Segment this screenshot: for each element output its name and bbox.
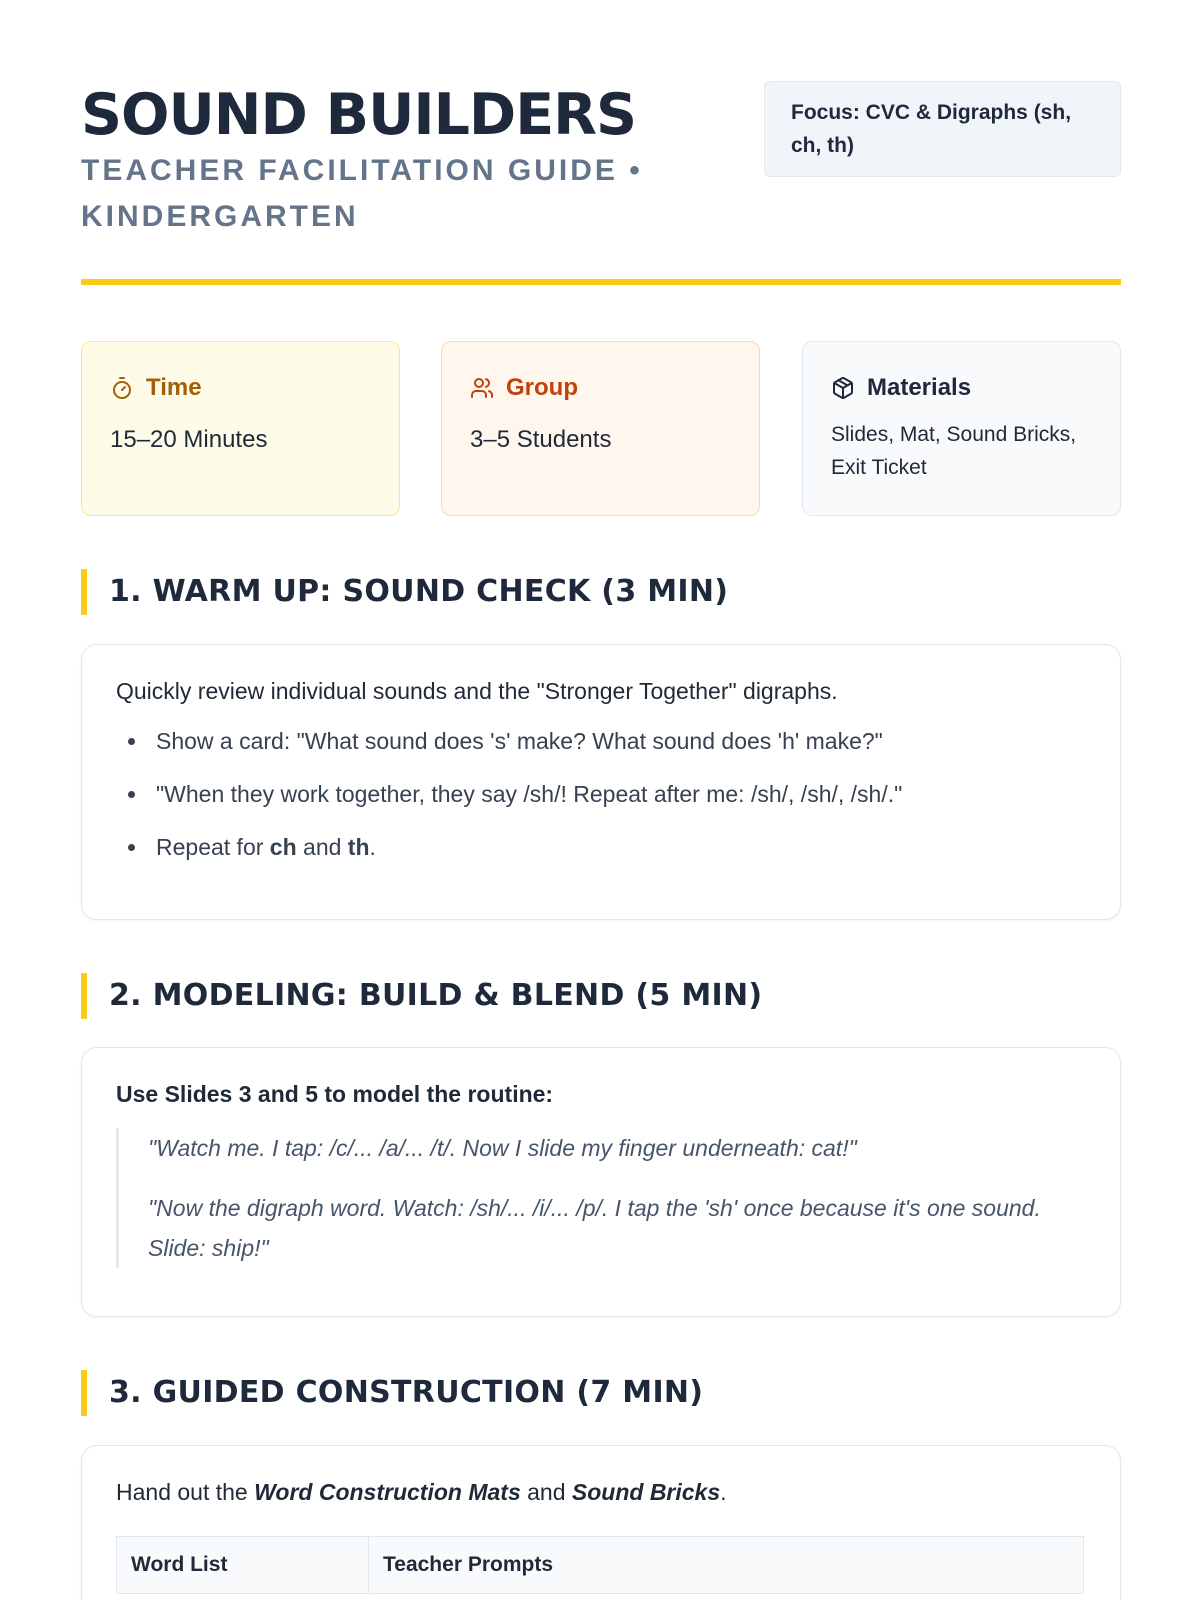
list-item: "When they work together, they say /sh/! Repeat after me: /sh/, /sh/, /sh/." bbox=[116, 778, 1086, 810]
materials-card bbox=[802, 341, 1121, 516]
page-header bbox=[81, 84, 1121, 254]
info-cards bbox=[81, 341, 1121, 516]
page-subtitle: TEACHER FACILITATION GUIDE • KINDERGARTEN bbox=[81, 154, 643, 233]
section-box-guided bbox=[81, 1445, 1121, 1600]
warmup-intro: Quickly review individual sounds and the "Stronger Together" digraphs. bbox=[116, 678, 838, 704]
digraph-ch: ch bbox=[269, 834, 297, 860]
time-card-value: 15–20 Minutes bbox=[110, 426, 268, 453]
materials-card-value: Slides, Mat, Sound Bricks, Exit Ticket bbox=[831, 423, 1077, 479]
time-card-label: Time bbox=[146, 374, 202, 401]
modeling-quote bbox=[116, 1128, 1086, 1268]
bullet-text: Repeat for bbox=[156, 834, 270, 860]
bullet-text: . bbox=[369, 834, 376, 860]
section-title-warmup: 1. WARM UP: SOUND CHECK (3 MIN) bbox=[81, 569, 728, 615]
word-construction-mats: Word Construction Mats bbox=[254, 1479, 521, 1505]
list-item: Show a card: "What sound does 's' make? What sound does 'h' make?" bbox=[116, 725, 1086, 757]
focus-badge: Focus: CVC & Digraphs (sh, ch, th) bbox=[764, 81, 1121, 177]
materials-card-header bbox=[831, 372, 1092, 404]
quote-line: "Watch me. I tap: /c/... /a/... /t/. Now I slide my finger underneath: cat!" bbox=[148, 1135, 857, 1161]
group-card-label: Group bbox=[506, 374, 578, 401]
box-icon bbox=[831, 376, 855, 400]
users-icon bbox=[470, 376, 494, 400]
page-title: SOUND BUILDERS bbox=[81, 82, 637, 148]
word-table bbox=[116, 1536, 1084, 1594]
table-header-row bbox=[117, 1537, 1084, 1594]
stopwatch-icon bbox=[110, 376, 134, 400]
guided-intro bbox=[116, 1476, 1086, 1508]
warmup-bullets bbox=[116, 725, 1086, 863]
intro-text: . bbox=[720, 1479, 727, 1505]
time-card-header bbox=[110, 372, 371, 404]
materials-card-label: Materials bbox=[867, 374, 972, 401]
digraph-th: th bbox=[347, 834, 370, 860]
group-card-value: 3–5 Students bbox=[470, 426, 612, 453]
intro-text: and bbox=[520, 1479, 572, 1505]
group-card-header bbox=[470, 372, 731, 404]
sound-bricks: Sound Bricks bbox=[571, 1479, 721, 1505]
section-title-guided: 3. GUIDED CONSTRUCTION (7 MIN) bbox=[81, 1370, 703, 1416]
group-card bbox=[441, 341, 760, 516]
time-card bbox=[81, 341, 400, 516]
bullet-text: and bbox=[296, 834, 348, 860]
intro-text: Hand out the bbox=[116, 1479, 255, 1505]
quote-line: "Now the digraph word. Watch: /sh/... /i/... /p/. I tap the 'sh' once because it's one sound. Slide: ship!" bbox=[148, 1195, 1041, 1261]
list-item bbox=[116, 831, 1086, 863]
header-divider bbox=[81, 279, 1121, 285]
column-header-word-list: Word List bbox=[117, 1537, 369, 1594]
column-header-teacher-prompts: Teacher Prompts bbox=[369, 1537, 1084, 1594]
section-box-modeling bbox=[81, 1047, 1121, 1317]
section-box-warmup bbox=[81, 644, 1121, 920]
section-title-modeling: 2. MODELING: BUILD & BLEND (5 MIN) bbox=[81, 973, 762, 1019]
modeling-intro: Use Slides 3 and 5 to model the routine: bbox=[116, 1081, 554, 1107]
